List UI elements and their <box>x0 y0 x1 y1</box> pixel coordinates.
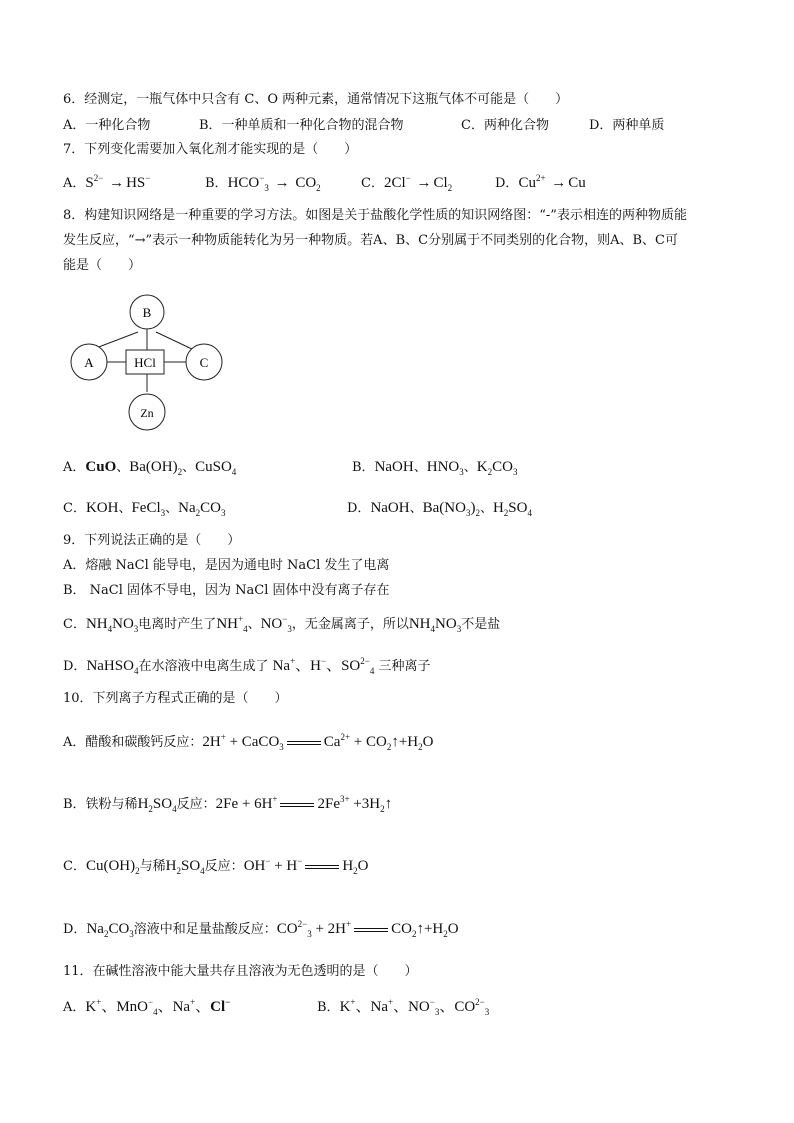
q8-option-b: B．NaOH、$HNO_3$、$K_2CO_3$ <box>352 459 518 477</box>
q10-option-c: C．$Cu(OH)_2$与稀$H_2SO_4$反应：OH− + H− $H_2O$ <box>63 856 369 876</box>
q6-option-c: C．两种化合物 <box>461 118 549 133</box>
q9-option-d: D．NaHSO$_4$在水溶液中电离生成了 Na+、H−、$SO^{2-}_4$ 三种离子 <box>63 656 431 676</box>
q10-option-d: D．$Na_2CO_3$溶液中和足量盐酸反应：$CO^{2-}_3 + 2H^+$ $CO_2↑+H_2O$ <box>63 919 459 939</box>
q6-option-a: A．一种化合物 <box>63 118 151 133</box>
q7-stem: 7．下列变化需要加入氧化剂才能实现的是（ ） <box>63 142 358 157</box>
label-c: C <box>199 355 209 370</box>
q11-option-b: B．K+、Na+、$NO^-_3$、$CO^{2-}_3$ <box>317 997 490 1017</box>
q8-stem-line2: 发生反应，“→”表示一种物质能转化为另一种物质。若A、B、C分别属于不同类别的化合物，则A、B、C可 <box>63 233 678 248</box>
q10-option-a: A．醋酸和碳酸钙反应：2H+ + CaCO$_3$ $Ca^{2+}$ + $CO_2↑+H_2O$ <box>63 732 434 752</box>
q7-option-d: D．$Cu^{2+} \to Cu$ <box>495 173 586 191</box>
q8-option-c: C．KOH、FeCl$_3$、$Na_2CO_3$ <box>63 500 226 518</box>
q7-option-c: C．$2Cl^- \to Cl_2$ <box>361 173 453 193</box>
q8-option-d: D．NaOH、$Ba(NO_3)_2$、$H_2SO_4$ <box>347 500 532 518</box>
q6-option-d: D．两种单质 <box>589 118 665 133</box>
label-zn: Zn <box>140 406 154 420</box>
q9-option-c: C．$NH_4NO_3$电离时产生了$NH^+_4$、$NO^-_3$，无金属离子，所以$NH_4NO_3$不是盐 <box>63 614 501 634</box>
q9-option-b: B． NaCl 固体不导电，因为 NaCl 固体中没有离子存在 <box>63 583 390 598</box>
q8-option-a: A．CuO、$Ba(OH)_2$、CuSO$_4$ <box>63 459 237 477</box>
q9-option-a: A．熔融 NaCl 能导电，是因为通电时 NaCl 发生了电离 <box>63 558 390 573</box>
q10-stem: 10．下列离子方程式正确的是（ ） <box>63 691 288 706</box>
q11-stem: 11．在碱性溶液中能大量共存且溶液为无色透明的是（ ） <box>63 964 418 979</box>
q6-option-b: B．一种单质和一种化合物的混合物 <box>199 118 404 133</box>
q10-option-b: B．铁粉与稀$H_2SO_4$反应：2Fe + 6H+ $2Fe^{3+}$ $+3H_2↑$ <box>63 794 393 814</box>
hcl-network-diagram <box>66 292 230 440</box>
q9-stem: 9．下列说法正确的是（ ） <box>63 533 241 548</box>
q6-stem: 6．经测定，一瓶气体中只含有 C、O 两种元素，通常情况下这瓶气体不可能是（ ） <box>63 92 569 107</box>
line-b-c <box>156 332 194 350</box>
line-b-a <box>96 332 138 348</box>
q11-option-a: A．K+、MnO−$_4$、Na+、Cl− <box>63 997 231 1017</box>
label-hcl: HCl <box>134 355 156 370</box>
q8-stem-line3: 能是（ ） <box>63 258 142 273</box>
q7-option-a: A．$S^{2-} \to HS^-$ <box>63 173 151 191</box>
label-a: A <box>84 355 94 370</box>
q7-option-b: B．$HCO^-_3 \to CO_2$ <box>205 173 321 193</box>
q8-stem-line1: 8．构建知识网络是一种重要的学习方法。如图是关于盐酸化学性质的知识网络图：“-”表示相连的两种物质能 <box>63 208 687 223</box>
label-b: B <box>142 305 152 320</box>
